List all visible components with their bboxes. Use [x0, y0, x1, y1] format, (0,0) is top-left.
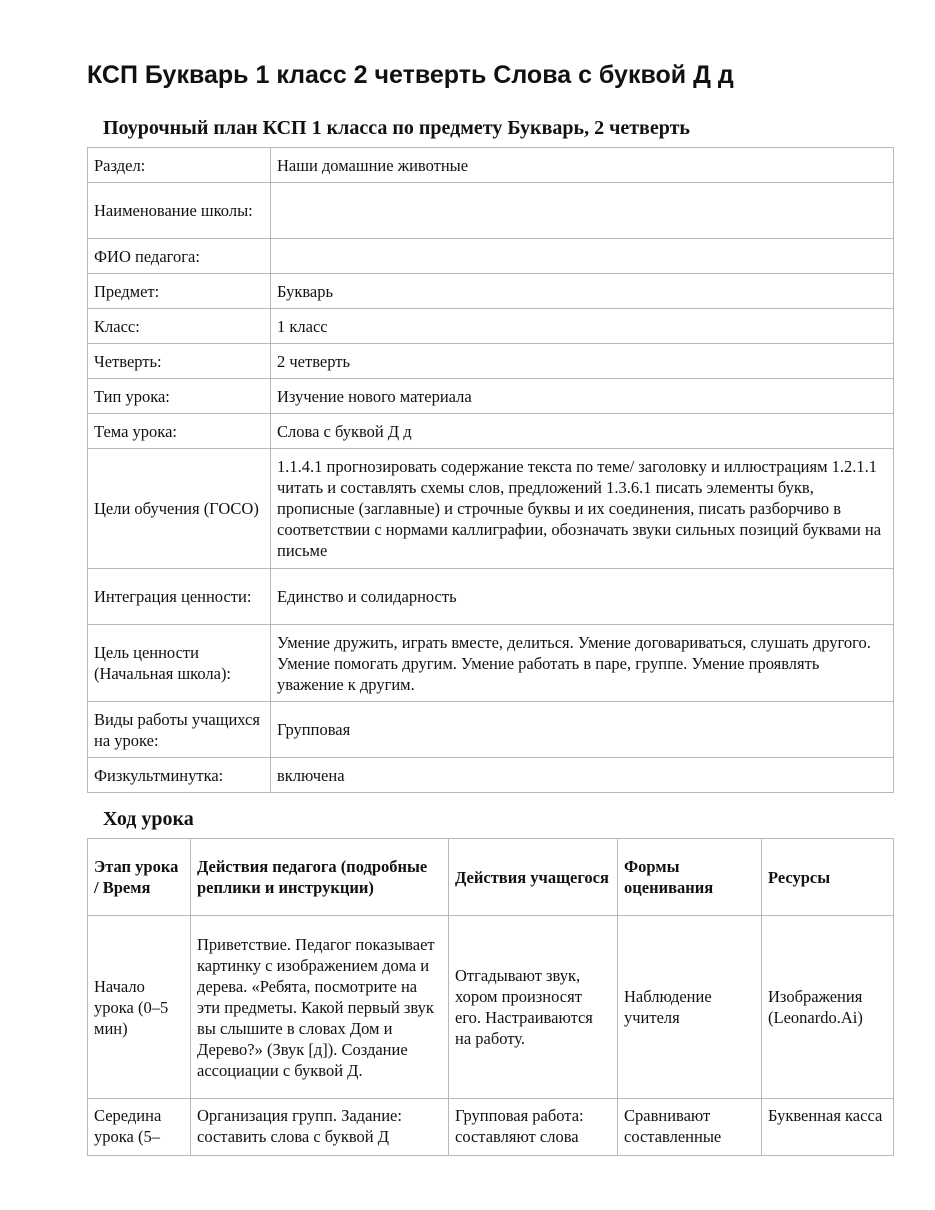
table-cell-assessment: Сравнивают составленные [618, 1099, 762, 1156]
lesson-heading: Ход урока [103, 808, 194, 830]
table-row [88, 916, 894, 1099]
column-header-student-actions: Действия учащегося [449, 839, 618, 916]
column-header-stage: Этап урока / Время [88, 839, 191, 916]
info-row-physical-break [88, 758, 894, 793]
info-row-lesson-topic [88, 414, 894, 449]
info-row-value-integration [88, 569, 894, 625]
info-label: ФИО педагога: [88, 239, 271, 274]
table-cell-assessment: Наблюдение учителя [618, 916, 762, 1099]
column-header-teacher-actions: Действия педагога (подробные реплики и инструкции) [191, 839, 449, 916]
info-label: Физкультминутка: [88, 758, 271, 793]
info-value: 1.1.4.1 прогнозировать содержание текста по теме/ заголовку и иллюстрациям 1.2.1.1 читать и составлять схемы слов, предложений 1.3.6.1 писать элементы букв, прописные (заглавные) и строчные буквы и их соединения, писать разборчиво в соответствии с нормами каллиграфии, обозначать звуки сильных позиций буквами на письме [271, 449, 894, 569]
info-label: Тип урока: [88, 379, 271, 414]
info-value [271, 239, 894, 274]
table-cell-resources: Буквенная касса [762, 1099, 894, 1156]
info-row-learning-goals [88, 449, 894, 569]
info-label: Четверть: [88, 344, 271, 379]
info-value: Умение дружить, играть вместе, делиться. Умение договариваться, слушать другого. Умение помогать другим. Умение работать в паре, группе. Умение проявлять уважение к другим. [271, 625, 894, 702]
info-row-work-types [88, 702, 894, 758]
info-row-subject [88, 274, 894, 309]
table-cell-teacher-actions: Организация групп. Задание: составить слова с буквой Д [191, 1099, 449, 1156]
plan-heading: Поурочный план КСП 1 класса по предмету Букварь, 2 четверть [103, 117, 690, 139]
table-row [88, 1099, 894, 1156]
column-header-resources: Ресурсы [762, 839, 894, 916]
info-value [271, 183, 894, 239]
info-label: Цель ценности (Начальная школа): [88, 625, 271, 702]
info-value: включена [271, 758, 894, 793]
info-row-lesson-type [88, 379, 894, 414]
table-cell-teacher-actions: Приветствие. Педагог показывает картинку с изображением дома и дерева. «Ребята, посмотрите на эти предметы. Какой первый звук вы слышите в словах Дом и Дерево?» (Звук [д]). Создание ассоциации с буквой Д. [191, 916, 449, 1099]
info-value: Слова с буквой Д д [271, 414, 894, 449]
table-cell-stage: Середина урока (5– [88, 1099, 191, 1156]
info-value: Букварь [271, 274, 894, 309]
info-label: Тема урока: [88, 414, 271, 449]
info-label: Класс: [88, 309, 271, 344]
lesson-table-header-row [88, 839, 894, 916]
info-label: Виды работы учащихся на уроке: [88, 702, 271, 758]
info-label: Цели обучения (ГОСО) [88, 449, 271, 569]
info-label: Раздел: [88, 148, 271, 183]
page-title: КСП Букварь 1 класс 2 четверть Слова с буквой Д д [87, 61, 734, 89]
info-row-section [88, 148, 894, 183]
info-value: 2 четверть [271, 344, 894, 379]
info-value: 1 класс [271, 309, 894, 344]
info-value: Групповая [271, 702, 894, 758]
table-cell-stage: Начало урока (0–5 мин) [88, 916, 191, 1099]
table-cell-resources: Изображения (Leonardo.Ai) [762, 916, 894, 1099]
table-cell-student-actions: Групповая работа: составляют слова [449, 1099, 618, 1156]
info-row-school [88, 183, 894, 239]
info-label: Предмет: [88, 274, 271, 309]
info-row-value-goal [88, 625, 894, 702]
info-row-quarter [88, 344, 894, 379]
lesson-flow-table [87, 838, 894, 1156]
info-label: Наименование школы: [88, 183, 271, 239]
info-row-grade [88, 309, 894, 344]
table-cell-student-actions: Отгадывают звук, хором произносят его. Настраиваются на работу. [449, 916, 618, 1099]
info-value: Изучение нового материала [271, 379, 894, 414]
info-label: Интеграция ценности: [88, 569, 271, 625]
column-header-assessment: Формы оценивания [618, 839, 762, 916]
info-row-teacher [88, 239, 894, 274]
info-value: Единство и солидарность [271, 569, 894, 625]
info-value: Наши домашние животные [271, 148, 894, 183]
lesson-info-table [87, 147, 894, 793]
